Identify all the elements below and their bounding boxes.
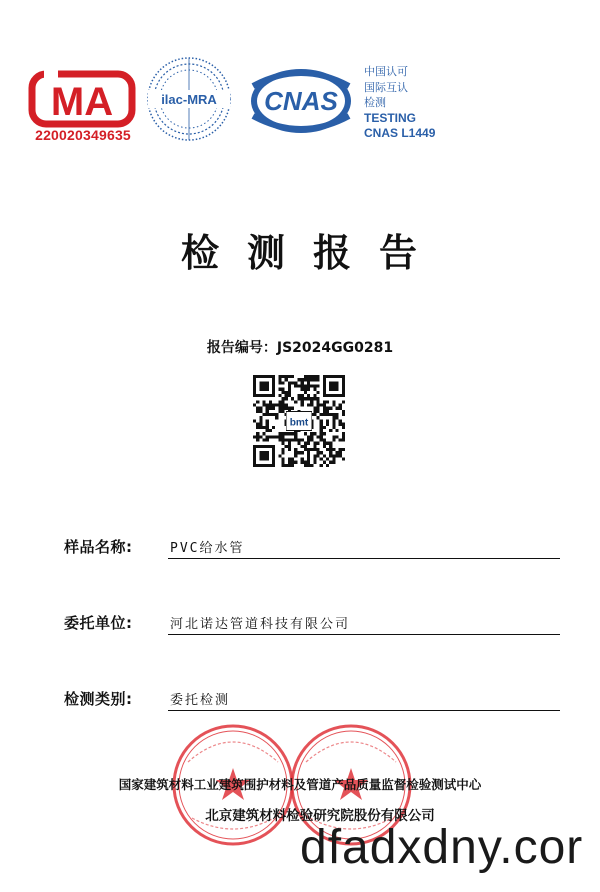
- field-value-test-type: 委托检测: [168, 689, 560, 711]
- cnas-side-line: 检测: [364, 96, 386, 109]
- watermark: dfadxdny.cor: [300, 821, 584, 874]
- qr-code[interactable]: [253, 375, 345, 467]
- field-value-client: 河北诺达管道科技有限公司: [168, 613, 560, 635]
- ilac-mra-text: ilac-MRA: [161, 92, 217, 107]
- cnas-side-line: 中国认可: [364, 65, 408, 78]
- cnas-side-line: TESTING: [364, 110, 417, 125]
- field-label-sample-name: 样品名称:: [64, 538, 133, 556]
- cnas-side-line: CNAS L1449: [364, 126, 436, 140]
- cma-logo-text: MA: [50, 80, 114, 124]
- ilac-mra-logo: [144, 54, 234, 144]
- issuer-company-name: 北京建筑材料检验研究院股份有限公司: [205, 808, 435, 824]
- issuer-center-name: 国家建筑材料工业建筑围护材料及管道产品质量监督检验测试中心: [118, 777, 482, 792]
- document-title: 检测报告: [180, 230, 445, 275]
- field-label-test-type: 检测类别:: [64, 690, 133, 708]
- field-value-sample-name: PVC给水管: [168, 537, 560, 559]
- field-label-client: 委托单位:: [64, 614, 133, 632]
- cnas-side-line: 国际互认: [364, 80, 408, 94]
- report-number: 报告编号：JS2024GG0281: [206, 340, 394, 356]
- cnas-side-text: [364, 64, 464, 142]
- cnas-text: CNAS: [264, 86, 338, 116]
- cnas-logo: [248, 66, 354, 136]
- cma-number: 220020349635: [35, 127, 131, 143]
- qr-center-logo: bmt: [289, 417, 309, 429]
